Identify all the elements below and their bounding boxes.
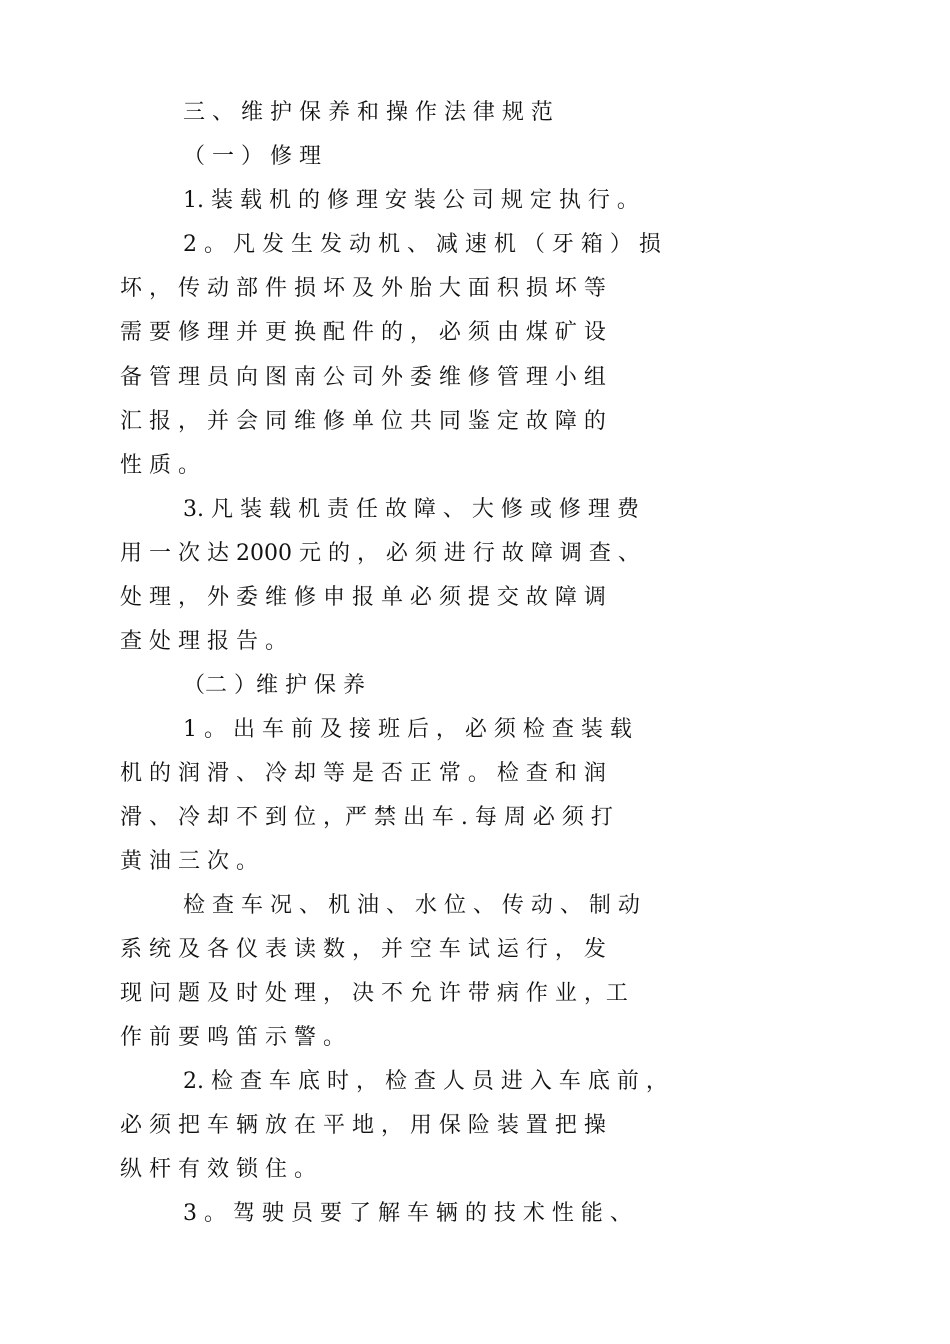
paragraph-line: 黄 油 三 次 。 (120, 849, 258, 874)
paragraph-line: 坏 ， 传 动 部 件 损 坏 及 外 胎 大 面 积 损 坏 等 (120, 276, 606, 301)
paragraph-line: 处 理 ， 外 委 维 修 申 报 单 必 须 提 交 故 障 调 (120, 585, 606, 610)
paragraph-line: 现 问 题 及 时 处 理 ， 决 不 允 许 带 病 作 业 ，工 (120, 981, 628, 1006)
paragraph-line: 检 查 车 况 、 机 油 、 水 位 、 传 动 、 制 动 (183, 893, 640, 918)
paragraph-line: 1. 装 载 机 的 修 理 安 装 公 司 规 定 执 行 。 (183, 188, 639, 213)
paragraph-line: 汇 报 ， 并 会 同 维 修 单 位 共 同 鉴 定 故 障 的 (120, 409, 606, 434)
paragraph-line: 必 须 把 车 辆 放 在 平 地 ， 用 保 险 装 置 把 操 (120, 1113, 606, 1138)
paragraph-line: 纵 杆 有 效 锁 住 。 (120, 1157, 316, 1182)
paragraph-line: 性 质 。 (120, 453, 200, 478)
paragraph-line: 2. 检 查 车 底 时 ， 检 查 人 员 进 入 车 底 前 ， (183, 1069, 668, 1094)
paragraph-line: 系 统 及 各 仪 表 读 数 ， 并 空 车 试 运 行 ， 发 (120, 937, 606, 962)
paragraph-line: 机 的 润 滑 、 冷 却 等 是 否 正 常 。 检 查 和 润 (120, 761, 606, 786)
paragraph-line: 需 要 修 理 并 更 换 配 件 的 ， 必 须 由 煤 矿 设 (120, 320, 606, 345)
paragraph-line: 2 。 凡 发 生 发 动 机 、 减 速 机 （ 牙 箱 ） 损 (183, 232, 661, 257)
paragraph-line: 用 一 次 达 2000 元 的 ， 必 须 进 行 故 障 调 查 、 (120, 541, 640, 566)
subsection-heading-maintenance: （二 ）维 护 保 养 (183, 673, 365, 698)
subsection-heading-repair: （ 一 ） 修 理 (183, 144, 321, 169)
section-heading: 三 、 维 护 保 养 和 操 作 法 律 规 范 (183, 100, 553, 125)
paragraph-line: 作 前 要 鸣 笛 示 警 。 (120, 1025, 345, 1050)
paragraph-line: 查 处 理 报 告 。 (120, 629, 287, 654)
paragraph-line: 3. 凡 装 载 机 责 任 故 障 、 大 修 或 修 理 费 (183, 497, 639, 522)
paragraph-line: 1 。 出 车 前 及 接 班 后 ， 必 须 检 查 装 载 (183, 717, 632, 742)
paragraph-line: 滑 、 冷 却 不 到 位 ，严 禁 出 车 . 每 周 必 须 打 (120, 805, 613, 830)
paragraph-line: 3 。 驾 驶 员 要 了 解 车 辆 的 技 术 性 能 、 (183, 1201, 632, 1226)
paragraph-line: 备 管 理 员 向 图 南 公 司 外 委 维 修 管 理 小 组 (120, 365, 606, 390)
